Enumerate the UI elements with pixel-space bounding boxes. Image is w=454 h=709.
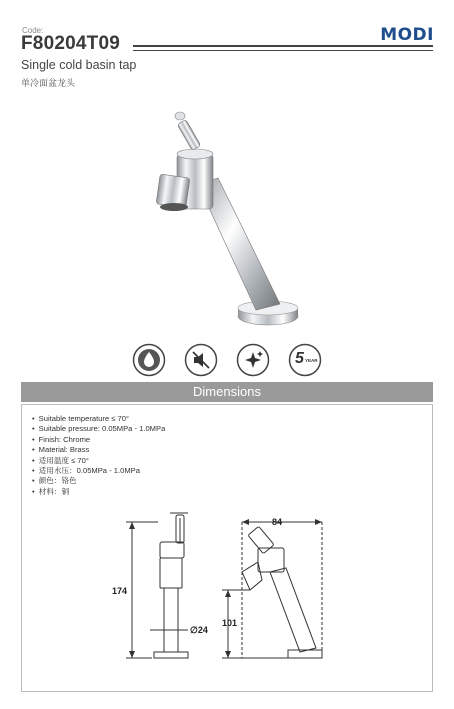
mute-icon [184,343,218,377]
spec-item: • Suitable pressure: 0.05MPa - 1.0MPa [32,424,165,434]
code-label: Code: [22,26,44,35]
dim-height: 174 [112,586,128,596]
spec-item: • Material: Brass [32,445,165,455]
spec-item: • Finish: Chrome [32,435,165,445]
spec-item: • 颜色：铬色 [32,476,165,486]
product-image [150,104,310,334]
header-rule [133,45,433,47]
technical-drawing [110,510,350,670]
dim-diameter: ∅24 [190,625,208,635]
spec-item: • 适用温度 ≤ 70° [32,456,165,466]
spec-item: • Suitable temperature ≤ 70° [32,414,165,424]
dimensions-heading: Dimensions [21,382,433,402]
dim-spout-height: 101 [222,618,238,628]
sparkle-icon [236,343,270,377]
header-rule-thin [133,50,433,51]
product-code: F80204T09 [21,33,120,54]
warranty-number: 5 [295,350,304,367]
product-title-chinese: 单冷面盆龙头 [21,78,76,88]
feature-icons [132,343,322,379]
product-title: Single cold basin tap [21,58,137,72]
spec-item: • 适用水压：0.05MPa - 1.0MPa [32,466,165,476]
brand-logo: MODI [380,25,434,45]
five-year-warranty-icon [288,343,322,377]
dim-reach: 84 [272,517,283,527]
spec-list [32,414,165,497]
warranty-sub: YEAR [305,358,318,363]
water-drop-icon [132,343,166,377]
spec-item: • 材料：铜 [32,487,165,497]
